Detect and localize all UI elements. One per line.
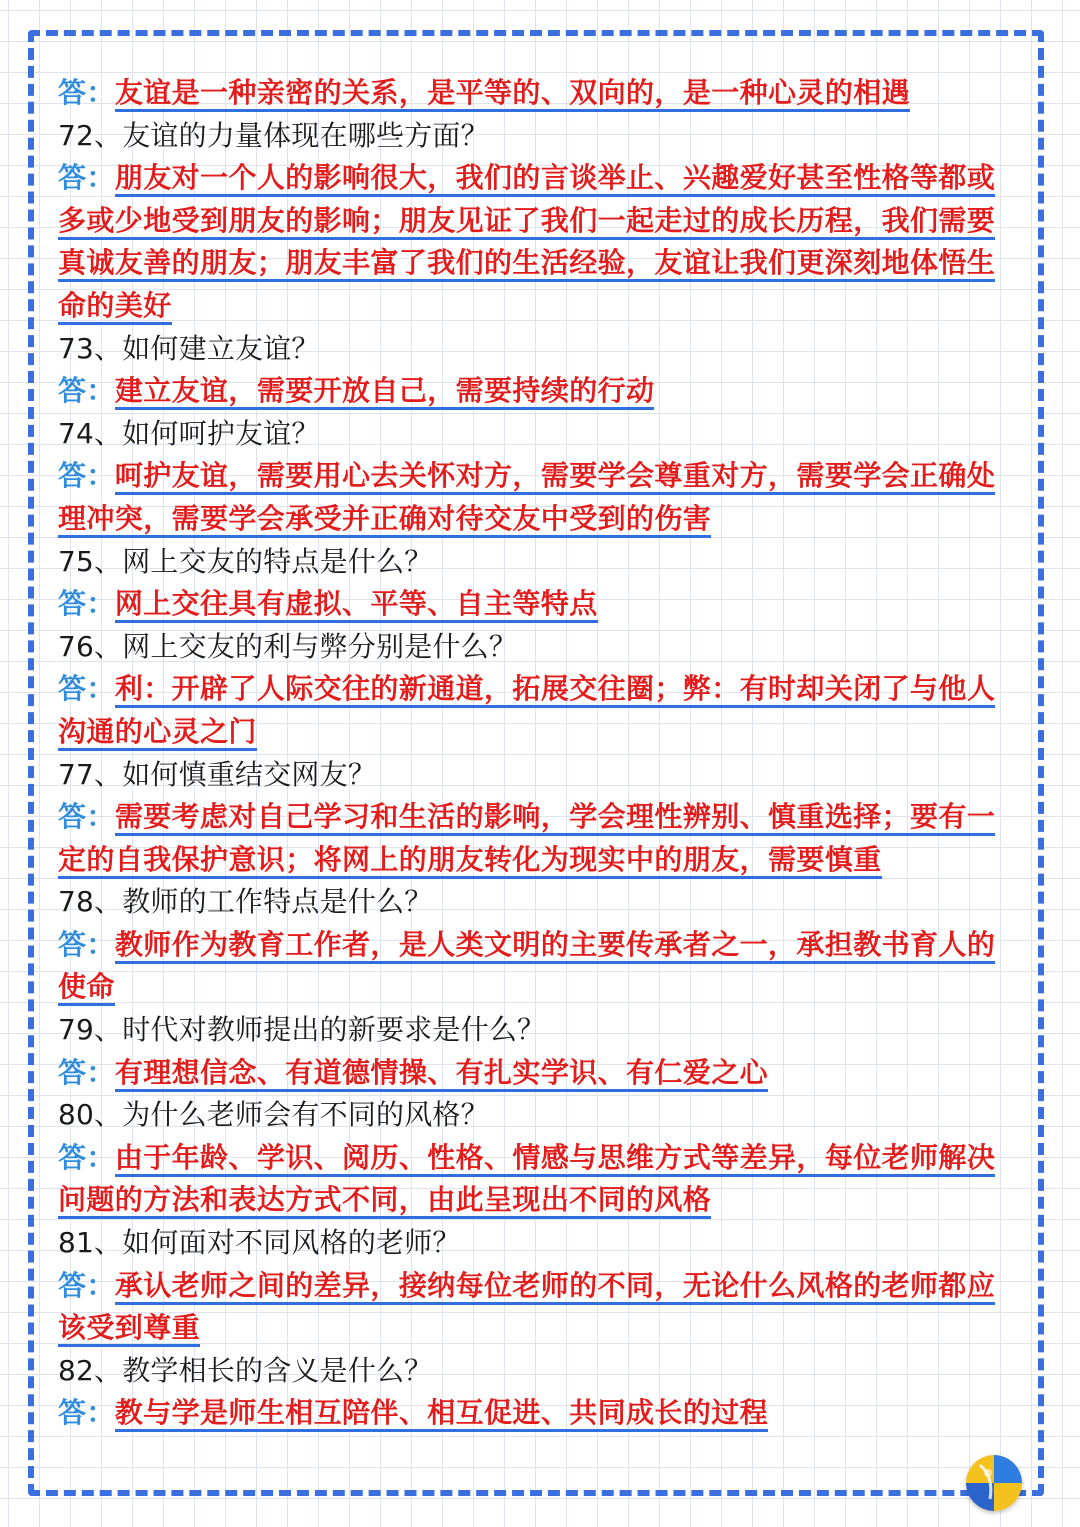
- answer-line: [58, 1137, 1038, 1180]
- answer-text: 网上交往具有虚拟、平等、自主等特点: [115, 587, 598, 623]
- answer-line: [58, 668, 1038, 711]
- answer-line: [58, 242, 1038, 285]
- answer-text: 有理想信念、有道德情操、有扎实学识、有仁爱之心: [115, 1056, 768, 1092]
- answer-label: 答：: [58, 76, 115, 109]
- answer-text: 命的美好: [58, 289, 172, 325]
- answer-line: [58, 966, 1038, 1009]
- question-text: 81、如何面对不同风格的老师？: [58, 1226, 461, 1260]
- answer-line: [58, 1179, 1038, 1222]
- answer-text: 呵护友谊，需要用心去关怀对方，需要学会尊重对方，需要学会正确处: [115, 459, 995, 495]
- answer-line: [58, 839, 1038, 882]
- answer-line: [58, 796, 1038, 839]
- question-text: 75、网上交友的特点是什么？: [58, 544, 433, 578]
- beach-ball-icon: [966, 1455, 1022, 1511]
- question-text: 78、教师的工作特点是什么？: [58, 885, 433, 919]
- answer-label: 答：: [58, 1140, 115, 1174]
- answer-text: 问题的方法和表达方式不同，由此呈现出不同的风格: [58, 1183, 711, 1219]
- answer-text: 朋友对一个人的影响很大，我们的言谈举止、兴趣爱好甚至性格等都或: [115, 161, 995, 197]
- answer-text: 需要考虑对自己学习和生活的影响，学会理性辨别、慎重选择；要有一: [115, 800, 995, 836]
- answer-text: 友谊是一种亲密的关系，是平等的、双向的，是一种心灵的相遇: [115, 76, 910, 112]
- answer-line: [58, 72, 1038, 115]
- answer-line: [58, 583, 1038, 626]
- answer-text: 多或少地受到朋友的影响；朋友见证了我们一起走过的成长历程，我们需要: [58, 204, 995, 240]
- answer-label: 答：: [58, 459, 115, 493]
- answer-text: 定的自我保护意识；将网上的朋友转化为现实中的朋友，需要慎重: [58, 843, 882, 879]
- question-line: [58, 754, 1038, 797]
- answer-label: 答：: [58, 1055, 115, 1089]
- answer-label: 答：: [58, 587, 115, 621]
- question-line: [58, 626, 1038, 669]
- answer-label: 答：: [58, 927, 115, 961]
- question-text: 73、如何建立友谊？: [58, 331, 320, 365]
- question-text: 76、网上交友的利与弊分别是什么？: [58, 629, 518, 663]
- answer-line: [58, 711, 1038, 754]
- answer-line: [58, 1307, 1038, 1350]
- question-text: 79、时代对教师提出的新要求是什么？: [58, 1013, 546, 1047]
- answer-text: 利：开辟了人际交往的新通道，拓展交往圈；弊：有时却关闭了与他人: [115, 672, 995, 708]
- answer-line: [58, 200, 1038, 243]
- question-line: [58, 1222, 1038, 1265]
- answer-label: 答：: [58, 1268, 115, 1302]
- answer-label: 答：: [58, 800, 115, 834]
- answer-label: 答：: [58, 161, 115, 195]
- answer-label: 答：: [58, 374, 115, 408]
- answer-line: [58, 498, 1038, 541]
- question-line: [58, 1009, 1038, 1052]
- answer-text: 教与学是师生相互陪伴、相互促进、共同成长的过程: [115, 1396, 768, 1432]
- answer-text: 理冲突，需要学会承受并正确对待交友中受到的伤害: [58, 502, 711, 538]
- question-line: [58, 1350, 1038, 1393]
- beach-ball-decoration: [966, 1455, 1022, 1511]
- answer-text: 真诚友善的朋友；朋友丰富了我们的生活经验，友谊让我们更深刻地体悟生: [58, 246, 995, 282]
- question-text: 72、友谊的力量体现在哪些方面？: [58, 118, 489, 152]
- answer-line: [58, 370, 1038, 413]
- answer-text: 承认老师之间的差异，接纳每位老师的不同，无论什么风格的老师都应: [115, 1269, 995, 1305]
- answer-text: 该受到尊重: [58, 1311, 200, 1347]
- question-line: [58, 413, 1038, 456]
- answer-line: [58, 285, 1038, 328]
- question-text: 77、如何慎重结交网友？: [58, 757, 377, 791]
- answer-text: 建立友谊，需要开放自己，需要持续的行动: [115, 374, 655, 410]
- question-line: [58, 115, 1038, 158]
- answer-text: 教师作为教育工作者，是人类文明的主要传承者之一，承担教书育人的: [115, 928, 995, 964]
- question-line: [58, 541, 1038, 584]
- answer-label: 答：: [58, 672, 115, 706]
- question-text: 74、如何呵护友谊？: [58, 416, 320, 450]
- question-text: 80、为什么老师会有不同的风格？: [58, 1098, 489, 1132]
- answer-text: 沟通的心灵之门: [58, 715, 257, 751]
- answer-line: [58, 455, 1038, 498]
- answer-label: 答：: [58, 1396, 115, 1430]
- question-text: 82、教学相长的含义是什么？: [58, 1353, 433, 1387]
- answer-line: [58, 1392, 1038, 1435]
- qa-content: [58, 72, 1038, 1435]
- answer-text: 使命: [58, 970, 115, 1006]
- answer-line: [58, 157, 1038, 200]
- answer-line: [58, 1265, 1038, 1308]
- question-line: [58, 1094, 1038, 1137]
- answer-line: [58, 924, 1038, 967]
- answer-text: 由于年龄、学识、阅历、性格、情感与思维方式等差异，每位老师解决: [115, 1141, 995, 1177]
- question-line: [58, 328, 1038, 371]
- answer-line: [58, 1052, 1038, 1095]
- question-line: [58, 881, 1038, 924]
